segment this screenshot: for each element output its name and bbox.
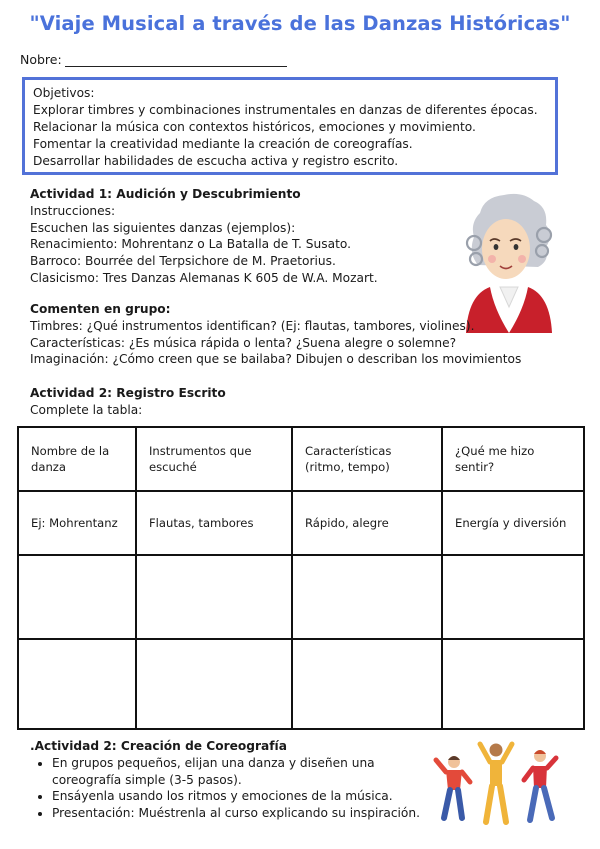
blank-cell[interactable]	[136, 555, 292, 639]
list-item-text: coreografía simple (3-5 pasos).	[52, 772, 242, 787]
activity1-line: Clasicismo: Tres Danzas Alemanas K 605 de W.A. Mozart.	[30, 270, 378, 285]
table-blank-row	[18, 639, 584, 729]
name-blank-line[interactable]	[65, 53, 287, 67]
blank-cell[interactable]	[292, 555, 442, 639]
dancer-hair	[448, 756, 460, 760]
activity1-line: Barroco: Bourrée del Terpsichore de M. Praetorius.	[30, 254, 336, 269]
list-item-text: En grupos pequeños, elijan una danza y diseñen una	[52, 755, 375, 770]
activity1-line: Instrucciones:	[30, 203, 116, 218]
activity2-instruction: Complete la tabla:	[30, 402, 143, 417]
dancer-shirt	[490, 760, 502, 786]
dancer-legs	[486, 786, 506, 822]
group-line: Timbres: ¿Qué instrumentos identifican? (Ej: flautas, tambores, violines).	[30, 318, 475, 333]
group-line: Imaginación: ¿Cómo creen que se bailaba? Dibujen o describan los movimientos	[30, 352, 522, 367]
portrait-cheek	[488, 255, 496, 263]
choreography-section	[30, 738, 420, 822]
activity1-title: Actividad 1: Audición y Descubrimiento	[30, 187, 301, 201]
objective-item: Desarrollar habilidades de escucha activa y registro escrito.	[33, 154, 399, 168]
dancer-head	[490, 744, 503, 757]
table-header-cell: Nombre de la danza	[18, 427, 136, 491]
blank-cell[interactable]	[18, 639, 136, 729]
page-title: "Viaje Musical a través de las Danzas Históricas"	[29, 12, 571, 35]
table-cell: Flautas, tambores	[136, 491, 292, 555]
objective-item: Fomentar la creatividad mediante la creación de coreografías.	[33, 137, 413, 151]
objective-item: Explorar timbres y combinaciones instrumentales en danzas de diferentes épocas.	[33, 103, 538, 117]
portrait-eye	[494, 244, 499, 250]
table-cell: Ej: Mohrentanz	[18, 491, 136, 555]
table-header-cell: Instrumentos que escuché	[136, 427, 292, 491]
table-header-row	[18, 427, 584, 491]
table-blank-row	[18, 555, 584, 639]
objectives-box	[22, 77, 558, 175]
blank-cell[interactable]	[442, 555, 584, 639]
choreography-list	[30, 755, 420, 822]
group-title: Comenten en grupo:	[30, 302, 171, 316]
activity1-line: Escuchen las siguientes danzas (ejemplos):	[30, 220, 296, 235]
name-label: Nobre:	[20, 52, 62, 67]
activity2-section	[30, 385, 226, 419]
blank-cell[interactable]	[292, 639, 442, 729]
list-item: • Presentación: Muéstrenla al curso explicando su inspiración.	[52, 805, 420, 822]
blank-cell[interactable]	[18, 555, 136, 639]
list-item	[52, 755, 420, 789]
group-line: Características: ¿Es música rápida o lenta? ¿Suena alegre o solemne?	[30, 335, 457, 350]
activity2-title: Actividad 2: Registro Escrito	[30, 386, 226, 400]
choreography-title: .Actividad 2: Creación de Coreografía	[30, 739, 287, 753]
activity1-line: Renacimiento: Mohrentanz o La Batalla de T. Susato.	[30, 237, 351, 252]
table-header-cell: Características (ritmo, tempo)	[292, 427, 442, 491]
dancer-shirt	[446, 770, 462, 790]
portrait-face	[482, 219, 530, 279]
blank-cell[interactable]	[442, 639, 584, 729]
list-item: • Ensáyenla usando los ritmos y emociones de la música.	[52, 788, 420, 805]
table-cell: Rápido, alegre	[292, 491, 442, 555]
portrait-eye	[514, 244, 519, 250]
table-example-row	[18, 491, 584, 555]
group-discussion-section	[30, 301, 521, 368]
dancer-legs	[444, 790, 462, 818]
dancer-hair	[534, 750, 546, 754]
dancers-illustration	[432, 738, 564, 834]
name-field[interactable]	[20, 52, 287, 67]
dancer-legs	[530, 788, 552, 820]
table-header-cell: ¿Qué me hizo sentir?	[442, 427, 584, 491]
objective-item: Relacionar la música con contextos históricos, emociones y movimiento.	[33, 120, 476, 134]
record-table	[17, 426, 585, 730]
portrait-cheek	[518, 255, 526, 263]
objectives-heading: Objetivos:	[33, 86, 95, 100]
activity1-section	[30, 186, 378, 287]
table-cell: Energía y diversión	[442, 491, 584, 555]
blank-cell[interactable]	[136, 639, 292, 729]
